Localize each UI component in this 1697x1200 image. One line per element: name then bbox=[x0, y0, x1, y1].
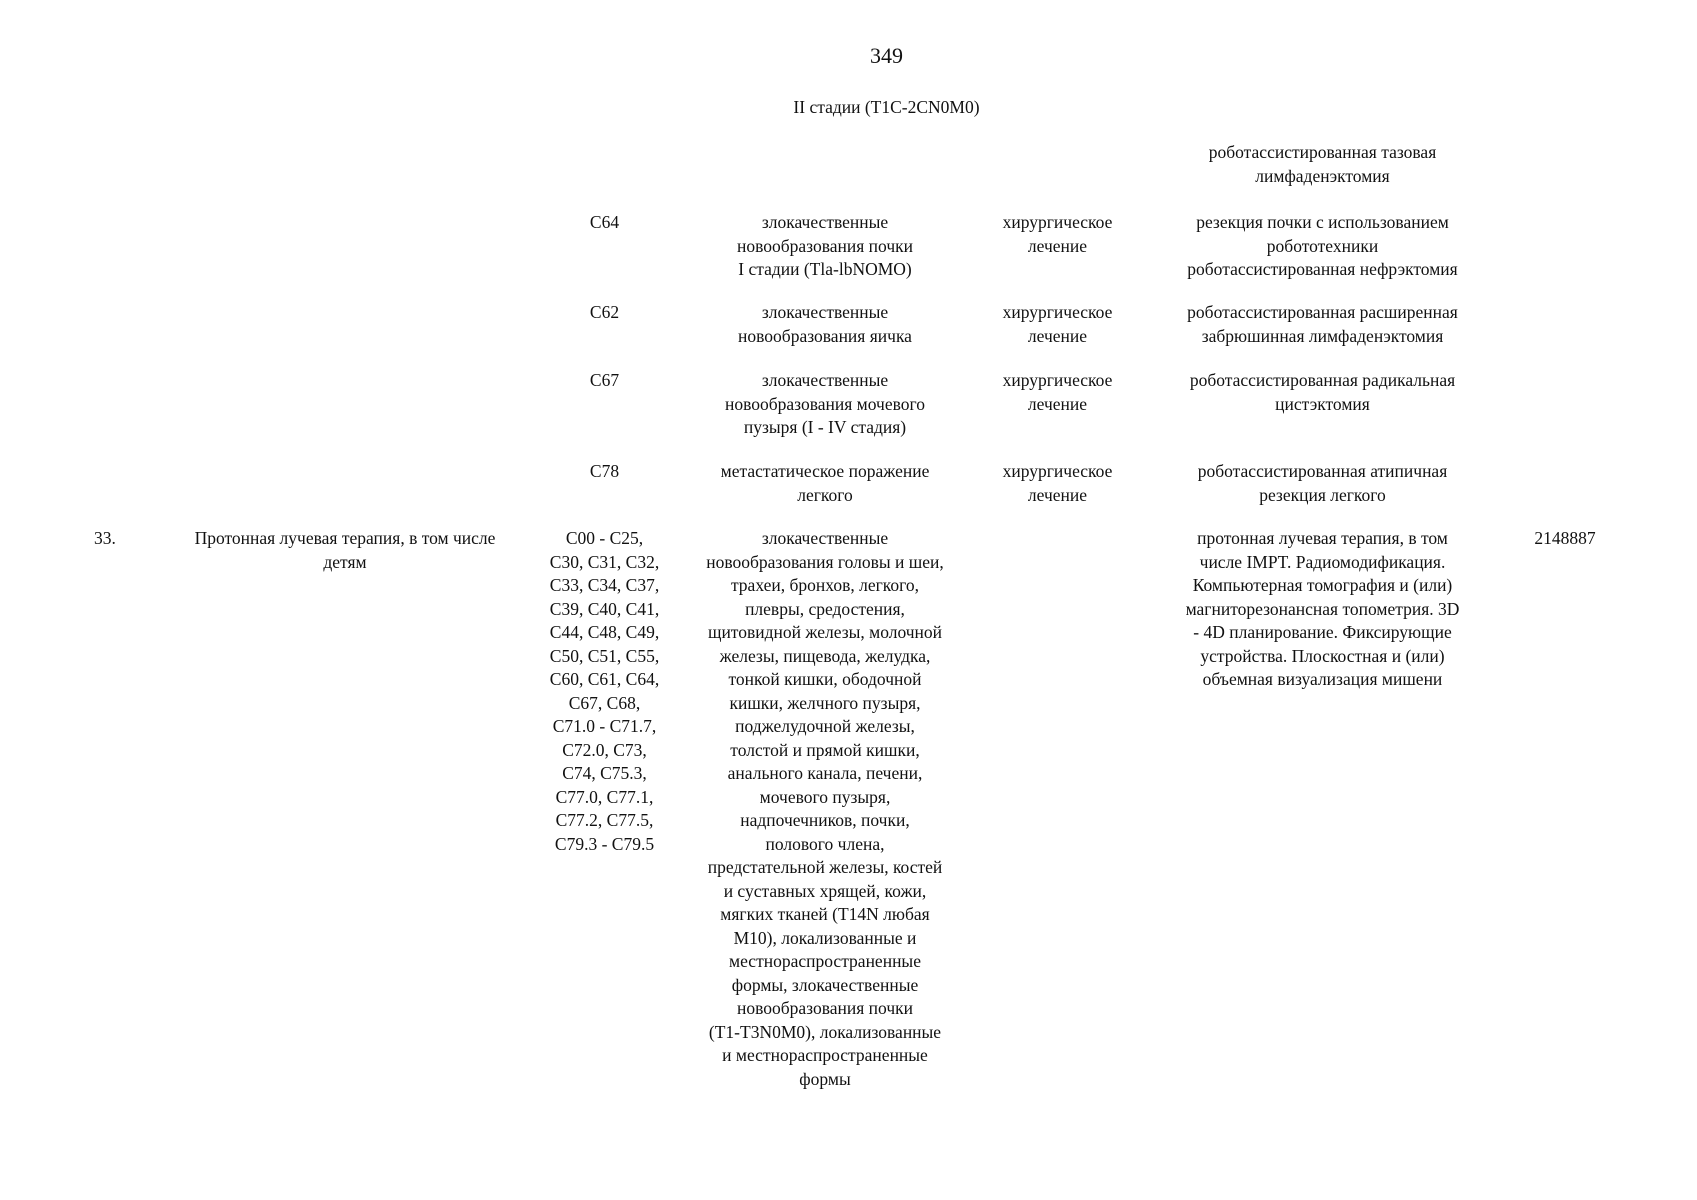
row-code: C67 bbox=[589, 370, 620, 390]
row-method: резекция почки с использованием робототехники роботассистированная нефрэктомия bbox=[1187, 212, 1458, 279]
row-treatment: хирургическое лечение bbox=[1002, 212, 1113, 256]
page-number: 349 bbox=[870, 43, 903, 68]
row-diagnosis: злокачественные новообразования мочевого пузыря (I - IV стадия) bbox=[724, 370, 926, 437]
row-diagnosis: злокачественные новообразования яичка bbox=[738, 302, 912, 346]
entry-codes: C00 - C25, C30, C31, C32, C33, C34, C37, C39, C40, C41, C44, C48, C49, C50, C51, C55, C60, C61, C64, C67, C68, C71.0 - C71.7, C72.0, C73, C74, C75.3, C77.0, C77.1, C77.2, C77.5, C79.3 - C79.5 bbox=[549, 528, 660, 854]
entry-number: 33. bbox=[94, 528, 116, 548]
method-continuation: роботассистированная тазовая лимфаденэктомия bbox=[1208, 142, 1437, 186]
continuation-header: II стадии (T1C-2CN0M0) bbox=[793, 97, 980, 117]
row-method: роботассистированная радикальная цистэктомия bbox=[1189, 370, 1456, 414]
row-code: C78 bbox=[589, 461, 620, 481]
row-method: роботассистированная расширенная забрюшинная лимфаденэктомия bbox=[1187, 302, 1458, 346]
row-treatment: хирургическое лечение bbox=[1002, 302, 1113, 346]
row-diagnosis: метастатическое поражение легкого bbox=[720, 461, 930, 505]
entry-cost: 2148887 bbox=[1534, 528, 1596, 548]
row-treatment: хирургическое лечение bbox=[1002, 461, 1113, 505]
row-treatment: хирургическое лечение bbox=[1002, 370, 1113, 414]
entry-name: Протонная лучевая терапия, в том числе детям bbox=[194, 528, 496, 572]
entry-diagnosis: злокачественные новообразования головы и шеи, трахеи, бронхов, легкого, плевры, средостения, щитовидной железы, молочной железы, пищевода, желудка, тонкой кишки, ободочной кишки, желчного пузыря, поджелудочной железы, толстой и прямой кишки, анального канала, печени, мочевого пузыря, надпочечников, почки, полового члена, предстательной железы, костей и суставных хрящей, кожи, мягких тканей (T14N любая M10), локализованные и местнораспространенные формы, злокачественные новообразования почки (T1-T3N0M0), локализованные и местнораспространенные формы bbox=[706, 528, 944, 1089]
row-diagnosis: злокачественные новообразования почки I стадии (Tla-lbNOMO) bbox=[736, 212, 914, 279]
row-code: C64 bbox=[589, 212, 620, 232]
row-method: роботассистированная атипичная резекция легкого bbox=[1197, 461, 1448, 505]
entry-method: протонная лучевая терапия, в том числе IMPT. Радиомодификация. Компьютерная томография и (или) магниторезонансная топометрия. 3D - 4D планирование. Фиксирующие устройства. Плоскостная и (или) объемная визуализация мишени bbox=[1185, 528, 1460, 689]
row-code: C62 bbox=[589, 302, 620, 322]
